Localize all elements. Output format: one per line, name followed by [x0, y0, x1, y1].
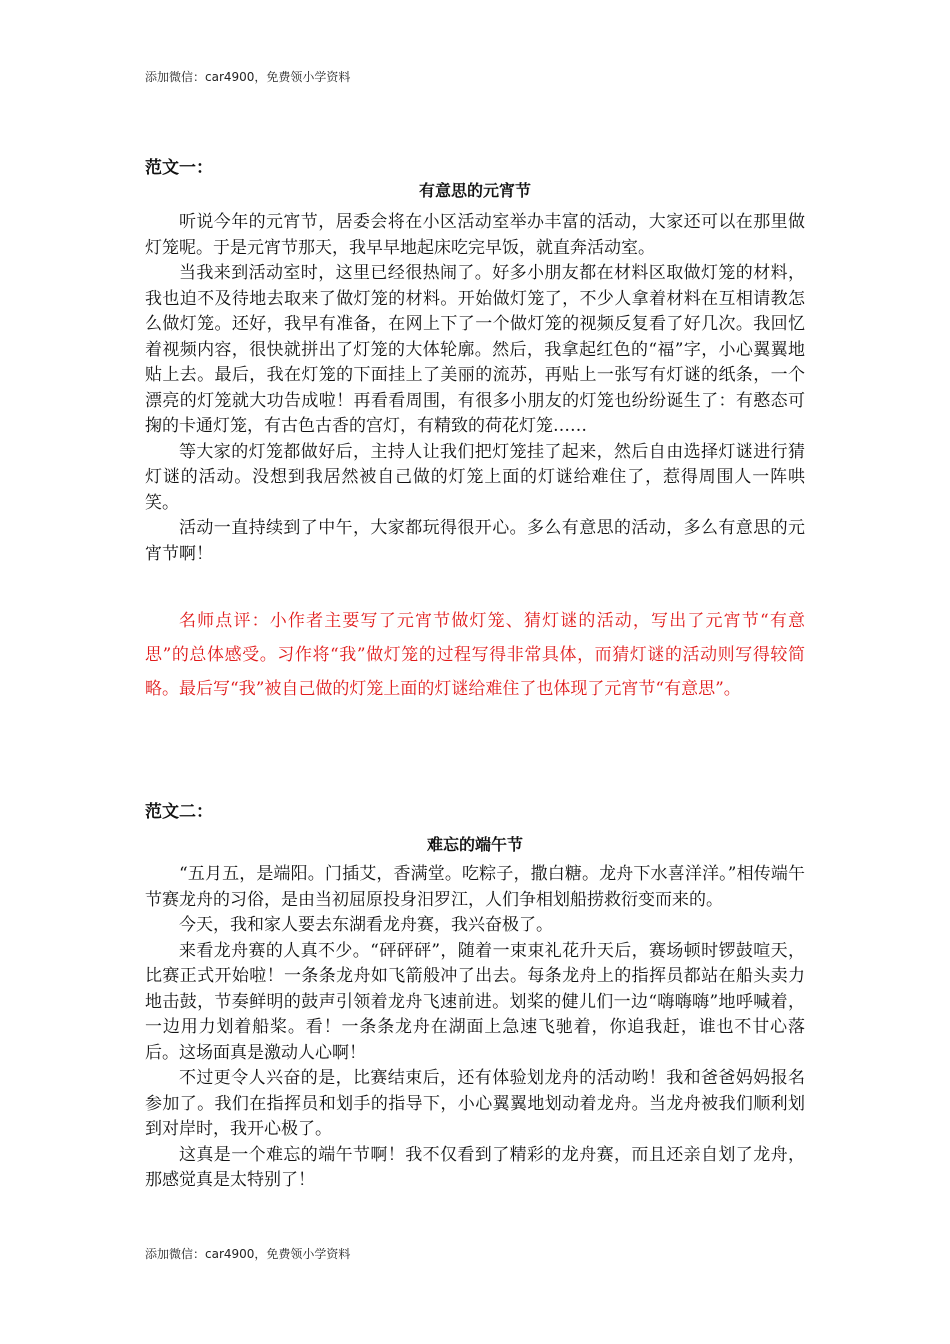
- essay2-paragraph: 今天，我和家人要去东湖看龙舟赛，我兴奋极了。: [179, 915, 553, 935]
- essay2-paragraph: 来看龙舟赛的人真不少。“砰砰砰”，随着一束束礼花升天后，赛场顿时锣鼓喧天，比赛正式开始啦！一条条龙舟如飞箭般冲了出去。每条龙舟上的指挥员都站在船头卖力地击鼓，节奏鲜明的鼓声引领着龙舟飞速前进。划桨的健儿们一边“嗨嗨嗨”地呼喊着，一边用力划着船桨。看！一条条龙舟在湖面上急速飞驰着，你追我赶，谁也不甘心落后。这场面真是激动人心啊！: [145, 940, 805, 1063]
- essay1-paragraph: 当我来到活动室时，这里已经很热闹了。好多小朋友都在材料区取做灯笼的材料，我也迫不及待地去取来了做灯笼的材料。开始做灯笼了，不少人拿着材料在互相请教怎么做灯笼。还好，我早有准备，在网上下了一个做灯笼的视频反复看了好几次。我回忆着视频内容，很快就拼出了灯笼的大体轮廓。然后，我拿起红色的“福”字，小心翼翼地贴上去。最后，我在灯笼的下面挂上了美丽的流苏，再贴上一张写有灯谜的纸条，一个漂亮的灯笼就大功告成啦！再看看周围，有很多小朋友的灯笼也纷纷诞生了：有憨态可掬的卡通灯笼，有古色古香的宫灯，有精致的荷花灯笼……: [145, 263, 805, 436]
- page-header: 添加微信：car4900，免费领小学资料: [145, 70, 351, 84]
- teacher-comment: 名师点评：小作者主要写了元宵节做灯笼、猜灯谜的活动，写出了元宵节“有意思”的总体感受。习作将“我”做灯笼的过程写得非常具体，而猜灯谜的活动则写得较简略。最后写“我”被自己做的灯笼上面的灯谜给难住了也体现了元宵节“有意思”。: [145, 611, 805, 699]
- essay1-paragraph: 等大家的灯笼都做好后，主持人让我们把灯笼挂了起来，然后自由选择灯谜进行猜灯谜的活动。没想到我居然被自己做的灯笼上面的灯谜给难住了，惹得周围人一阵哄笑。: [145, 441, 805, 513]
- page-footer: 添加微信：car4900，免费领小学资料: [145, 1247, 351, 1261]
- essay2-paragraph: 不过更令人兴奋的是，比赛结束后，还有体验划龙舟的活动哟！我和爸爸妈妈报名参加了。我们在指挥员和划手的指导下，小心翼翼地划动着龙舟。当龙舟被我们顺利划到对岸时，我开心极了。: [145, 1068, 805, 1139]
- essay1-title: 有意思的元宵节: [418, 181, 531, 200]
- essay1-paragraph: 听说今年的元宵节，居委会将在小区活动室举办丰富的活动，大家还可以在那里做灯笼呢。于是元宵节那天，我早早地起床吃完早饭，就直奔活动室。: [145, 212, 805, 258]
- essay1-paragraph: 活动一直持续到了中午，大家都玩得很开心。多么有意思的活动，多么有意思的元宵节啊！: [145, 518, 805, 564]
- essay1-body: [145, 210, 805, 567]
- essay2-paragraph: 这真是一个难忘的端午节啊！我不仅看到了精彩的龙舟赛，而且还亲自划了龙舟，那感觉真是太特别了！: [145, 1144, 805, 1190]
- essay2-paragraph: “五月五，是端阳。门插艾，香满堂。吃粽子，撒白糖。龙舟下水喜洋洋。”相传端午节赛龙舟的习俗，是由当初屈原投身汨罗江，人们争相划船捞救衍变而来的。: [145, 864, 805, 910]
- essay1-label: 范文一：: [145, 158, 213, 178]
- essay2-title: 难忘的端午节: [426, 835, 523, 854]
- essay2-label: 范文二：: [145, 802, 213, 822]
- essay2-body: [145, 862, 805, 1194]
